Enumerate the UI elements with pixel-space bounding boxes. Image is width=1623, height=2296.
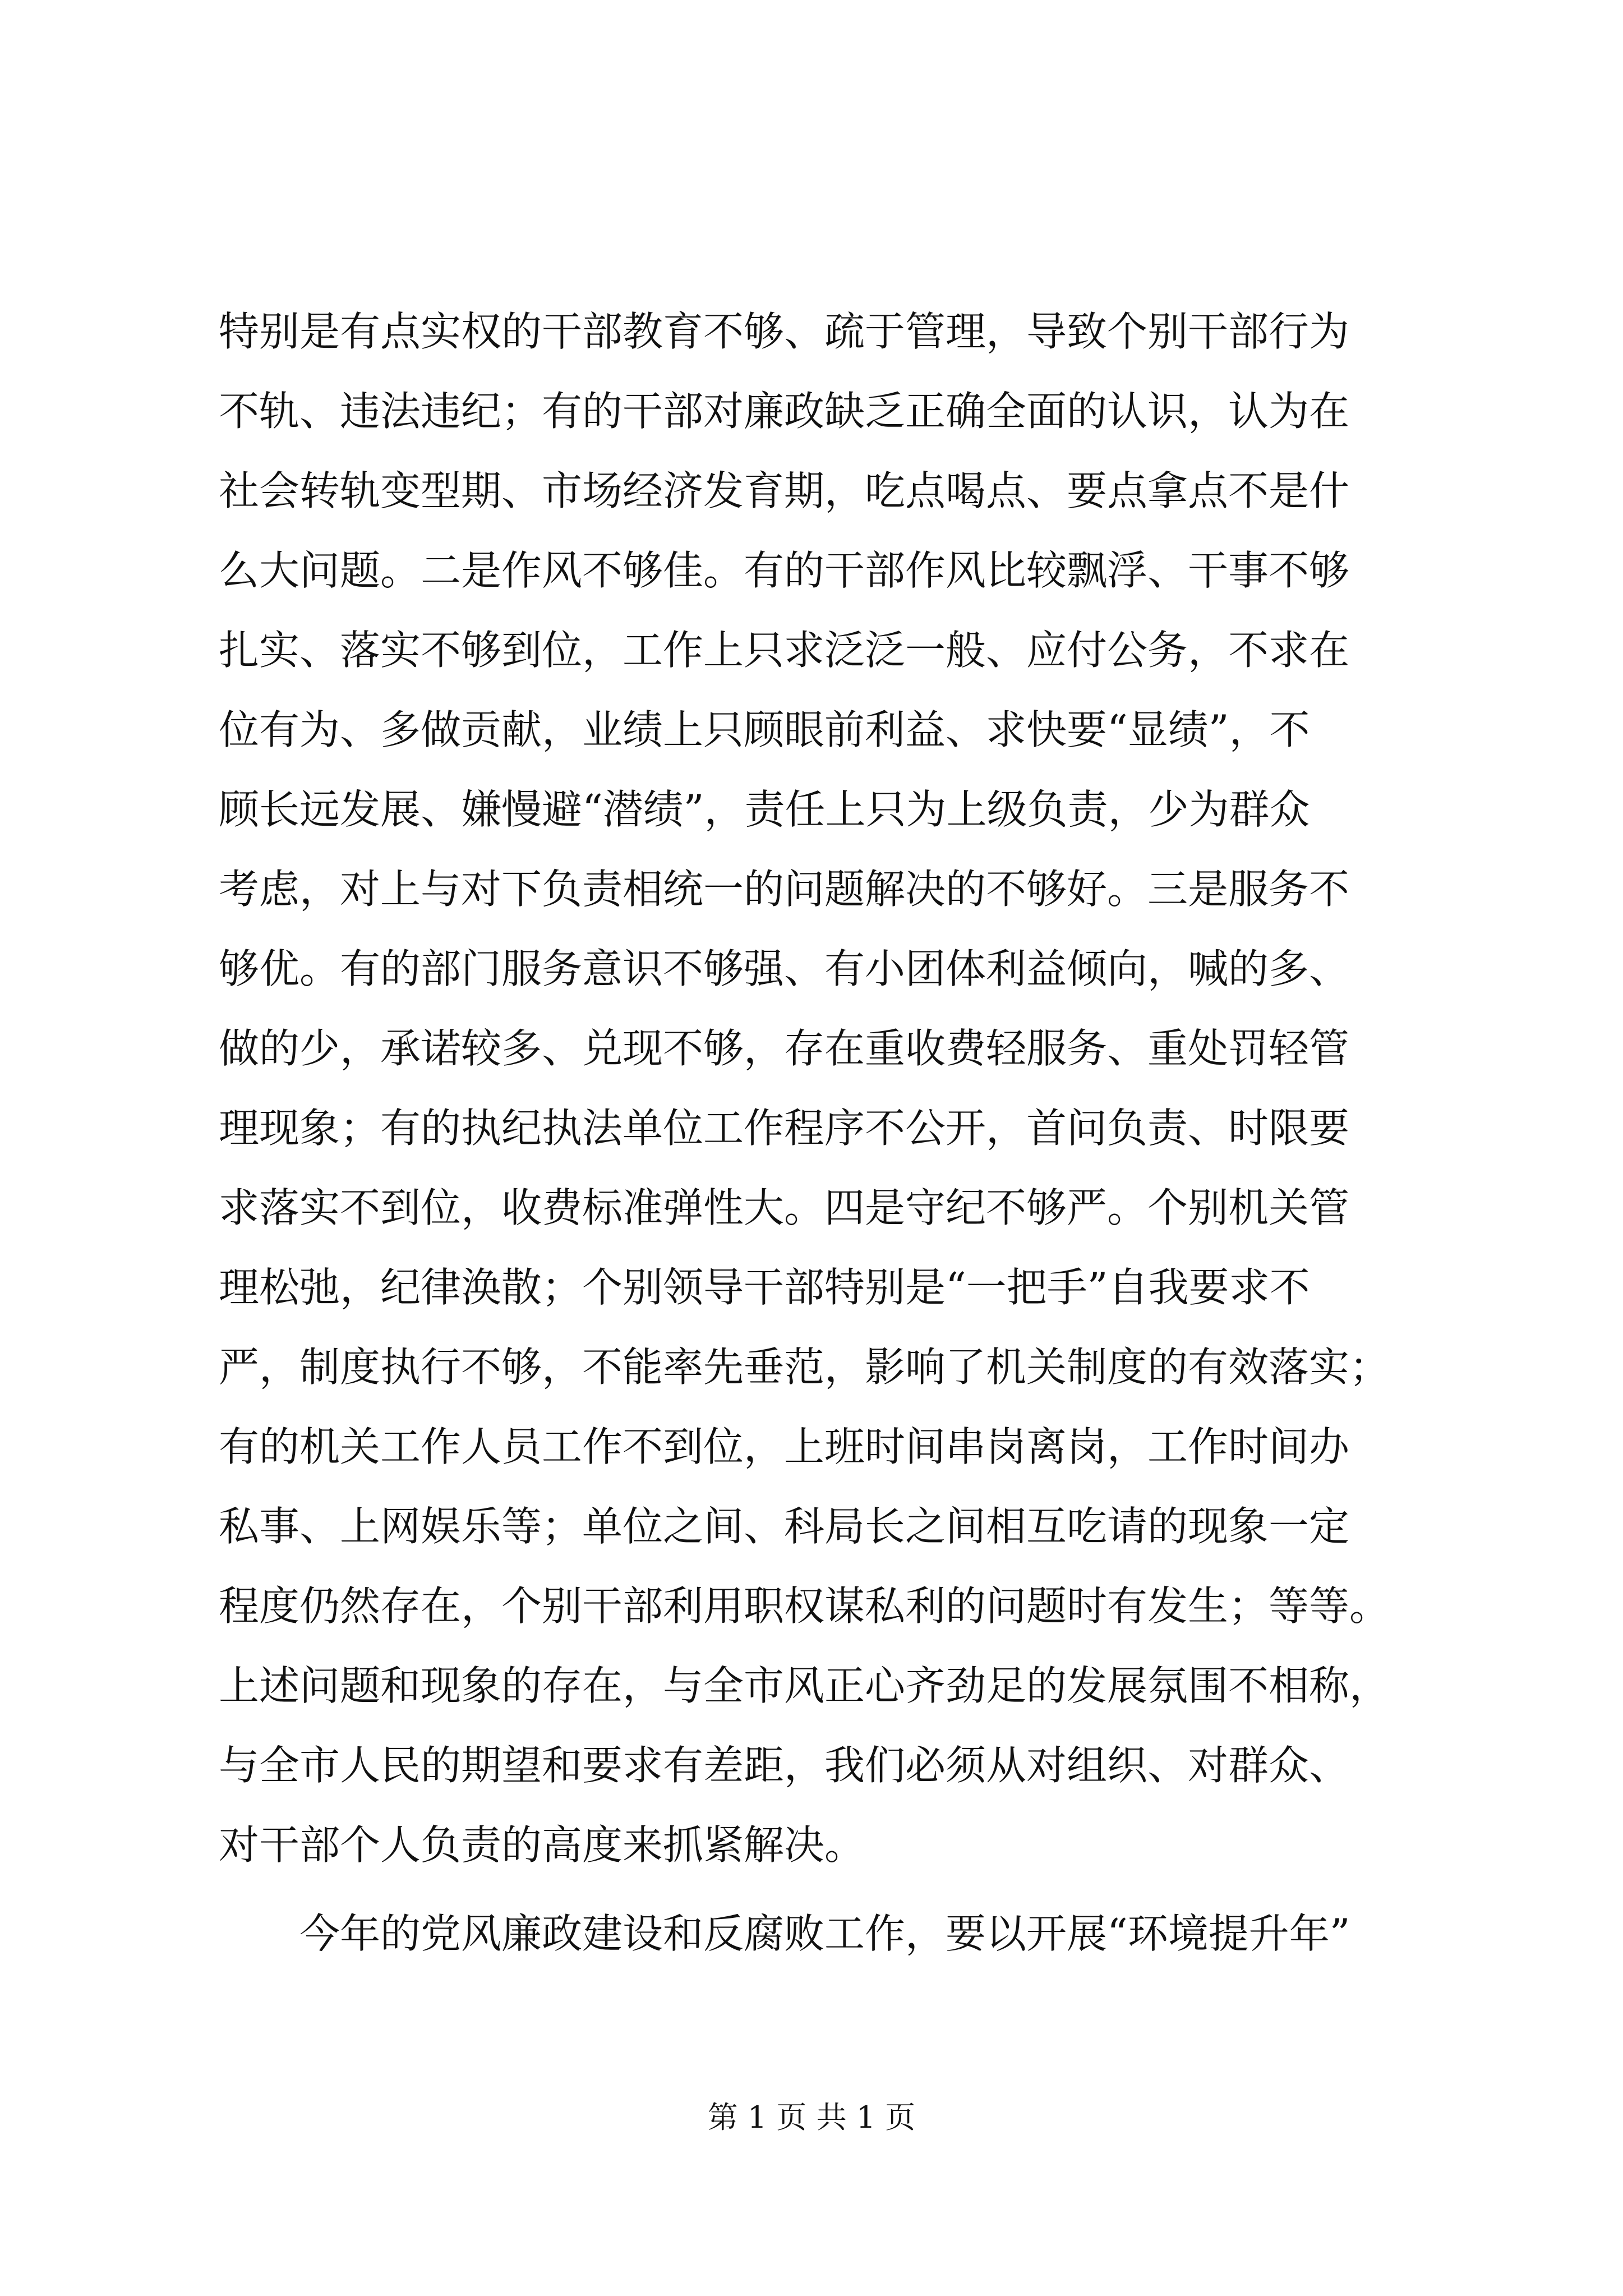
text-line: 对干部个人负责的高度来抓紧解决。 [219,1821,865,1869]
text-line: 位有为、多做贡献，业绩上只顾眼前利益、求快要“显绩”，不 [219,706,1310,753]
page-footer [0,2095,1623,2140]
text-line: 求落实不到位，收费标准弹性大。四是守纪不够严。个别机关管 [219,1184,1350,1231]
text-line: 社会转轨变型期、市场经济发育期，吃点喝点、要点拿点不是什 [219,467,1350,514]
text-line: 够优。有的部门服务意识不够强、有小团体利益倾向，喊的多、 [219,945,1350,992]
text-line: 上述问题和现象的存在，与全市风正心齐劲足的发展氛围不相称， [219,1662,1390,1709]
text-line: 么大问题。二是作风不够佳。有的干部作风比较飘浮、干事不够 [219,547,1350,594]
text-line: 考虑，对上与对下负责相统一的问题解决的不够好。三是服务不 [219,866,1350,913]
text-line: 有的机关工作人员工作不到位，上班时间串岗离岗，工作时间办 [219,1423,1350,1470]
text-line: 特别是有点实权的干部教育不够、疏于管理，导致个别干部行为 [219,308,1350,355]
text-line: 扎实、落实不够到位，工作上只求泛泛一般、应付公务，不求在 [219,627,1350,674]
text-line: 做的少，承诺较多、兑现不够，存在重收费轻服务、重处罚轻管 [219,1025,1350,1072]
text-line: 理现象；有的执纪执法单位工作程序不公开，首问负责、时限要 [219,1105,1350,1152]
text-line: 严，制度执行不够，不能率先垂范，影响了机关制度的有效落实； [219,1343,1390,1391]
text-line: 程度仍然存在，个别干部利用职权谋私利的问题时有发生；等等。 [219,1582,1390,1630]
text-line: 与全市人民的期望和要求有差距，我们必须从对组织、对群众、 [219,1742,1350,1789]
paragraph-start-line: 今年的党风廉政建设和反腐败工作，要以开展“环境提升年” [299,1910,1350,1957]
text-line: 理松弛，纪律涣散；个别领导干部特别是“一把手”自我要求不 [219,1264,1310,1311]
text-line: 不轨、违法违纪；有的干部对廉政缺乏正确全面的认识，认为在 [219,388,1350,435]
text-line: 私事、上网娱乐等；单位之间、科局长之间相互吃请的现象一定 [219,1503,1350,1550]
page-number-label: 第 1 页 共 1 页 [707,2100,916,2135]
text-line: 顾长远发展、嫌慢避“潜绩”，责任上只为上级负责，少为群众 [219,786,1310,833]
body-text [219,292,1408,1973]
